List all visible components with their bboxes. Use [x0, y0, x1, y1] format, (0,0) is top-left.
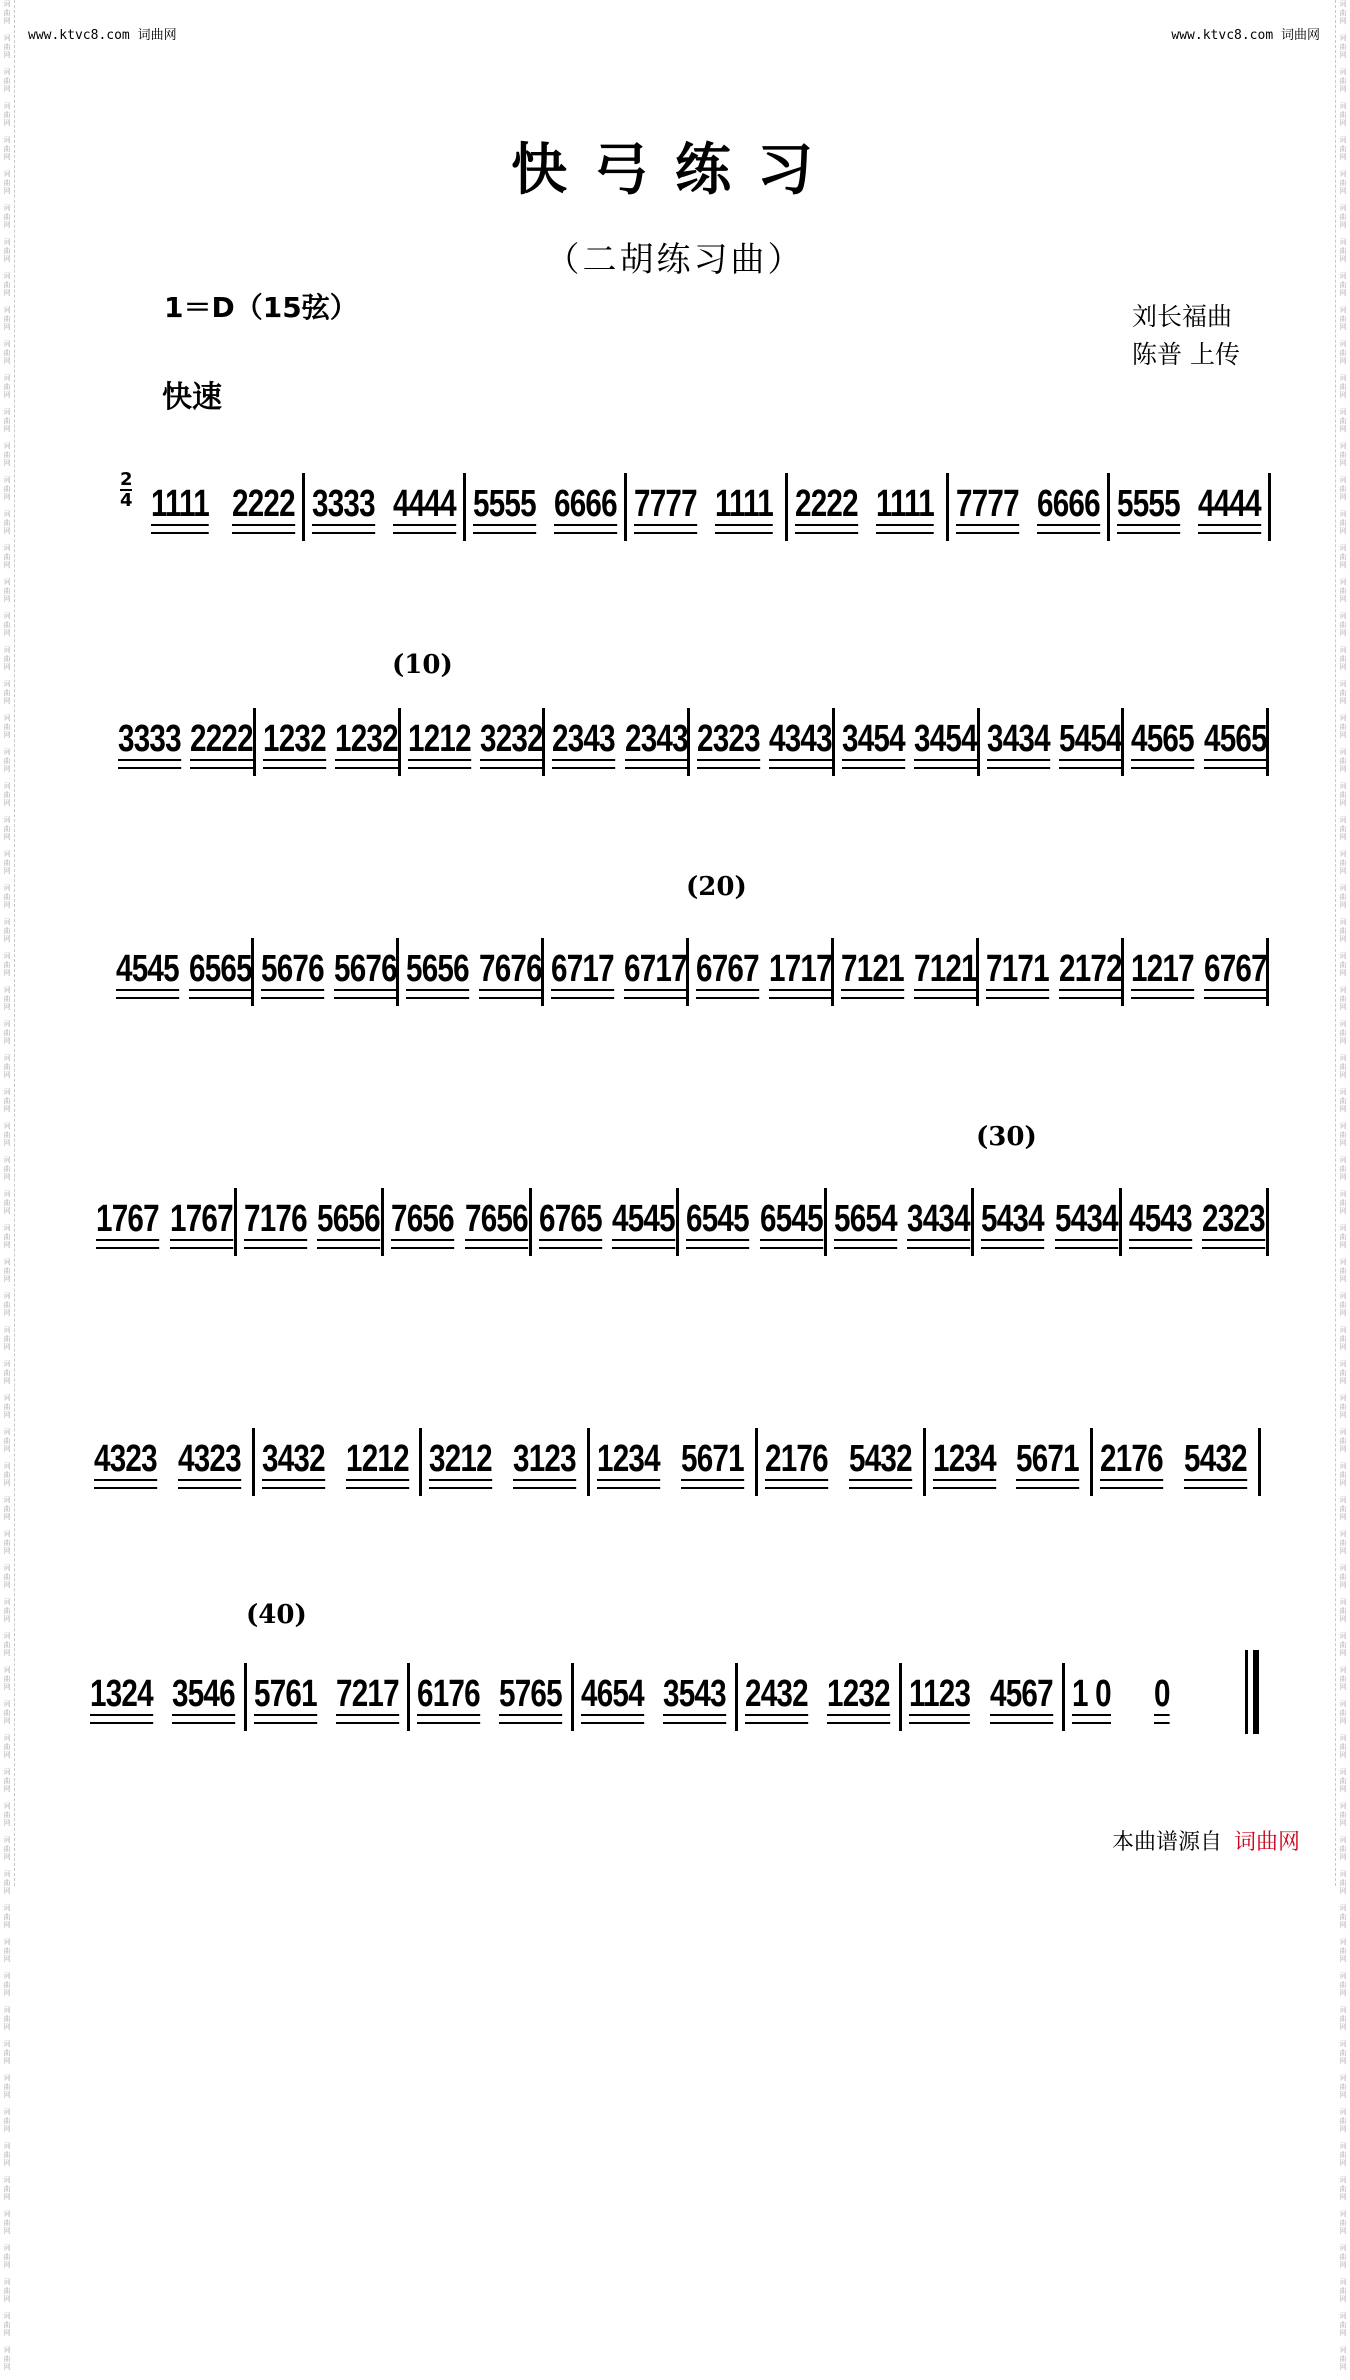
beat-notes: 6176 [417, 1673, 481, 1715]
barline [923, 1428, 926, 1496]
beat-notes: 4323 [177, 1438, 241, 1480]
beat-notes: 2343 [624, 718, 688, 760]
beat-notes: 1717 [768, 948, 832, 990]
barline [463, 473, 466, 541]
beat-notes: 4444 [392, 483, 456, 525]
beat-notes: 1111 [151, 483, 209, 525]
measure [1123, 1170, 1271, 1260]
beat-notes: 5555 [473, 483, 536, 525]
score-row [90, 1170, 1270, 1260]
barline [971, 1188, 974, 1256]
beat-notes: 4343 [769, 718, 833, 760]
beat-notes: 3434 [986, 718, 1050, 760]
beat-notes: 4323 [94, 1438, 157, 1480]
beat-notes: 7656 [464, 1198, 528, 1240]
measure [628, 455, 789, 545]
beat-notes: 1324 [90, 1673, 153, 1715]
beat-notes: 5761 [253, 1673, 317, 1715]
page-title: 快弓练习 [511, 137, 839, 203]
measure [84, 1645, 248, 1735]
measure [467, 455, 628, 545]
beat-notes: 1217 [1131, 948, 1194, 990]
beat-notes: 4545 [116, 948, 179, 990]
beat-notes: 7676 [478, 948, 542, 990]
beat-notes: 5454 [1058, 718, 1122, 760]
barline [1266, 708, 1269, 776]
barline [976, 938, 979, 1006]
composer-credit: 刘长福曲 [1132, 302, 1233, 331]
uploader-credit: 陈普 上传 [1132, 340, 1240, 369]
measure [1111, 455, 1272, 545]
beat-notes: 7121 [841, 948, 904, 990]
beat-notes: 7176 [243, 1198, 307, 1240]
barline [755, 1428, 758, 1496]
barline [398, 708, 401, 776]
measure [546, 690, 691, 780]
measure [575, 1645, 739, 1735]
beat-notes: 6767 [696, 948, 759, 990]
beat-notes: 3546 [171, 1673, 235, 1715]
barline [381, 1188, 384, 1256]
measure [828, 1170, 976, 1260]
measure [257, 690, 402, 780]
barline [1121, 938, 1124, 1006]
beat-notes: 3543 [662, 1673, 726, 1715]
measure [256, 1410, 424, 1500]
barline [624, 473, 627, 541]
beat-notes: 1232 [335, 718, 398, 760]
beat-notes: 3212 [429, 1438, 493, 1480]
beat-notes: 5432 [848, 1438, 912, 1480]
measure [981, 690, 1126, 780]
beat-notes: 3333 [118, 718, 181, 760]
beat-notes: 4444 [1197, 483, 1261, 525]
measure [690, 920, 835, 1010]
beat-notes: 4543 [1128, 1198, 1192, 1240]
beat-notes: 3454 [914, 718, 977, 760]
rehearsal-mark-30: (30) [976, 1122, 1037, 1152]
beat-notes: 6565 [188, 948, 252, 990]
beat-notes: 2222 [231, 483, 295, 525]
score-row [112, 690, 1270, 780]
score-row [88, 1410, 1262, 1500]
barline [946, 473, 949, 541]
barline [542, 708, 545, 776]
barline [687, 708, 690, 776]
measure [1094, 1410, 1262, 1500]
beat-notes: 6767 [1203, 948, 1267, 990]
barline [1062, 1663, 1065, 1731]
measure [1125, 690, 1270, 780]
beat-notes: 7777 [956, 483, 1019, 525]
beat-notes: 3432 [261, 1438, 325, 1480]
top-left-watermark: www.ktvc8.com 词曲网 [28, 28, 177, 43]
beat-notes: 2172 [1058, 948, 1122, 990]
barline [253, 708, 256, 776]
beat-notes: 5676 [333, 948, 397, 990]
score-row [110, 920, 1270, 1010]
rehearsal-mark-40: (40) [246, 1600, 307, 1630]
barline [1266, 938, 1269, 1006]
rehearsal-mark-10: (10) [392, 650, 453, 680]
time-signature: 2 4 [120, 469, 133, 511]
beat-notes: 5765 [499, 1673, 563, 1715]
beat-notes: 6545 [759, 1198, 823, 1240]
beat-notes: 1234 [597, 1438, 660, 1480]
tempo-marking: 快速 [162, 380, 222, 415]
measure [385, 1170, 533, 1260]
measure [835, 920, 980, 1010]
beat-notes: 5434 [1054, 1198, 1118, 1240]
beat-notes: 6666 [553, 483, 617, 525]
barline [977, 708, 980, 776]
beat-notes: 2222 [190, 718, 254, 760]
measure [927, 1410, 1095, 1500]
beat-notes: 3434 [907, 1198, 971, 1240]
measure [145, 455, 306, 545]
beat-notes: 1111 [875, 483, 934, 525]
beat-notes: 4545 [612, 1198, 676, 1240]
measure [739, 1645, 903, 1735]
measure [545, 920, 690, 1010]
beat-notes: 2343 [552, 718, 616, 760]
beat-notes: 5654 [833, 1198, 897, 1240]
beat-notes: 1232 [262, 718, 326, 760]
beat-notes: 7171 [986, 948, 1049, 990]
measure [691, 690, 836, 780]
beat-notes: 1212 [345, 1438, 409, 1480]
barline [1268, 473, 1271, 541]
barline [831, 938, 834, 1006]
barline [1090, 1428, 1093, 1496]
beat-notes: 4565 [1131, 718, 1195, 760]
barline [832, 708, 835, 776]
beat-notes: 2176 [764, 1438, 828, 1480]
barline [1119, 1188, 1122, 1256]
measure [789, 455, 950, 545]
source-site-link[interactable]: 词曲网 [1233, 1830, 1300, 1855]
beat-notes: 3232 [479, 718, 543, 760]
barline [234, 1188, 237, 1256]
top-right-watermark: www.ktvc8.com 词曲网 [1171, 28, 1320, 43]
beat-notes: 1212 [407, 718, 471, 760]
beat-notes: 1232 [826, 1673, 890, 1715]
measure [1066, 1645, 1230, 1735]
barline [529, 1188, 532, 1256]
beat-notes: 1767 [169, 1198, 233, 1240]
measure [255, 920, 400, 1010]
measure [400, 920, 545, 1010]
beat-notes: 5555 [1117, 483, 1180, 525]
beat-notes: 2323 [1202, 1198, 1266, 1240]
measure [423, 1410, 591, 1500]
measure [248, 1645, 412, 1735]
barline [252, 1428, 255, 1496]
beat-notes: 5676 [261, 948, 324, 990]
measure [90, 1170, 238, 1260]
barline [1107, 473, 1110, 541]
beat-notes: 2323 [697, 718, 760, 760]
measure [306, 455, 467, 545]
barline [244, 1663, 247, 1731]
measure [402, 690, 547, 780]
barline [251, 938, 254, 1006]
barline [302, 473, 305, 541]
beat-notes: 1234 [932, 1438, 996, 1480]
beat-notes: 1111 [714, 483, 773, 525]
page-subtitle: （二胡练习曲） [545, 240, 805, 280]
right-watermark-strip: 词 曲 网 词 曲 网 词 曲 网 词 曲 网 词 曲 网 词 曲 网 词 曲 网 词 曲 网 词 曲 网 词 曲 网 词 曲 网 词 曲 网 词 曲 网 词 曲 网 词 曲 网 词 曲 网 词 曲 网 词 曲 网 词 曲 网 词 曲 网 词 曲 网 词 曲 网 词 曲 网 词 曲 网 词 曲 网 词 曲 网 词 曲 网 词 曲 网 词 曲 网 词 曲 网 词 曲 网 词 曲 网 词 曲 网 词 曲 网 词 曲 网 词 曲 网 词 曲 网 词 曲 网 词 曲 网 词 曲 网 词 曲 网 词 曲 网 词 曲 网 词 曲 网 词 曲 网 词 曲 网 词 曲 网 词 曲 网 词 曲 网 词 曲 网 词 曲 网 词 曲 网 词 曲 网 词 曲 网 词 曲 网 词 曲 网 词 曲 网 词 曲 网 词 曲 网 词 曲 网 词 曲 网 词 曲 网 词 曲 网 词 曲 网 词 曲 网 词 曲 网 词 曲 网 词 曲 网 词 曲 网 词 曲 网 [1335, 0, 1350, 1886]
beat-notes: 1767 [96, 1198, 159, 1240]
measure [975, 1170, 1123, 1260]
beat-notes: 5671 [680, 1438, 744, 1480]
beat-notes: 2432 [744, 1673, 808, 1715]
beat-notes: 5432 [1184, 1438, 1247, 1480]
barline [419, 1428, 422, 1496]
measure [238, 1170, 386, 1260]
left-watermark-strip: 词 曲 网 词 曲 网 词 曲 网 词 曲 网 词 曲 网 词 曲 网 词 曲 网 词 曲 网 词 曲 网 词 曲 网 词 曲 网 词 曲 网 词 曲 网 词 曲 网 词 曲 网 词 曲 网 词 曲 网 词 曲 网 词 曲 网 词 曲 网 词 曲 网 词 曲 网 词 曲 网 词 曲 网 词 曲 网 词 曲 网 词 曲 网 词 曲 网 词 曲 网 词 曲 网 词 曲 网 词 曲 网 词 曲 网 词 曲 网 词 曲 网 词 曲 网 词 曲 网 词 曲 网 词 曲 网 词 曲 网 词 曲 网 词 曲 网 词 曲 网 词 曲 网 词 曲 网 词 曲 网 词 曲 网 词 曲 网 词 曲 网 词 曲 网 词 曲 网 词 曲 网 词 曲 网 词 曲 网 词 曲 网 词 曲 网 词 曲 网 词 曲 网 词 曲 网 词 曲 网 词 曲 网 词 曲 网 词 曲 网 词 曲 网 词 曲 网 词 曲 网 词 曲 网 词 曲 网 词 曲 网 词 曲 网 [0, 0, 15, 1886]
source-label: 本曲谱源自 [1111, 1830, 1222, 1855]
beat-notes: 5671 [1016, 1438, 1080, 1480]
credits [1132, 298, 1240, 374]
barline [407, 1663, 410, 1731]
measure [110, 920, 255, 1010]
beat-notes: 4567 [990, 1673, 1054, 1715]
barline [1258, 1428, 1261, 1496]
beat-notes: 5434 [981, 1198, 1044, 1240]
beat-notes: 3333 [312, 483, 375, 525]
measure [950, 455, 1111, 545]
barline [571, 1663, 574, 1731]
beat-notes: 6765 [538, 1198, 602, 1240]
barline [1121, 708, 1124, 776]
beat-notes: 6545 [686, 1198, 749, 1240]
beat-notes: 6666 [1036, 483, 1100, 525]
source-footer [1112, 1825, 1300, 1856]
beat-notes: 2176 [1100, 1438, 1164, 1480]
barline [396, 938, 399, 1006]
measure [680, 1170, 828, 1260]
measure [591, 1410, 759, 1500]
barline [899, 1663, 902, 1731]
final-barline [1245, 1650, 1260, 1734]
measure [759, 1410, 927, 1500]
beat-notes: 3454 [841, 718, 905, 760]
measure [836, 690, 981, 780]
beat-notes: 1 0 [1072, 1673, 1112, 1715]
beat-notes: 7121 [913, 948, 977, 990]
barline [824, 1188, 827, 1256]
beat-notes: 0 [1154, 1673, 1170, 1715]
beat-notes: 3123 [513, 1438, 577, 1480]
measure [88, 1410, 256, 1500]
beat-notes: 4654 [581, 1673, 644, 1715]
barline [735, 1663, 738, 1731]
barline [1266, 1188, 1269, 1256]
beat-notes: 7777 [634, 483, 697, 525]
beat-notes: 1123 [908, 1673, 970, 1715]
beat-notes: 7217 [335, 1673, 399, 1715]
beat-notes: 6717 [623, 948, 687, 990]
score-row [145, 455, 1272, 545]
barline [686, 938, 689, 1006]
measure [903, 1645, 1067, 1735]
barline [785, 473, 788, 541]
beat-notes: 6717 [551, 948, 614, 990]
key-signature: 1＝D（15弦） [164, 291, 358, 324]
barline [587, 1428, 590, 1496]
beat-notes: 4565 [1203, 718, 1267, 760]
measure [411, 1645, 575, 1735]
beat-notes: 2222 [795, 483, 858, 525]
measure [1125, 920, 1270, 1010]
rehearsal-mark-20: (20) [686, 872, 747, 902]
measure [112, 690, 257, 780]
barline [676, 1188, 679, 1256]
beat-notes: 5656 [406, 948, 469, 990]
measure [533, 1170, 681, 1260]
measure [980, 920, 1125, 1010]
beat-notes: 7656 [391, 1198, 454, 1240]
beat-notes: 5656 [317, 1198, 381, 1240]
barline [541, 938, 544, 1006]
score-row [84, 1645, 1230, 1735]
